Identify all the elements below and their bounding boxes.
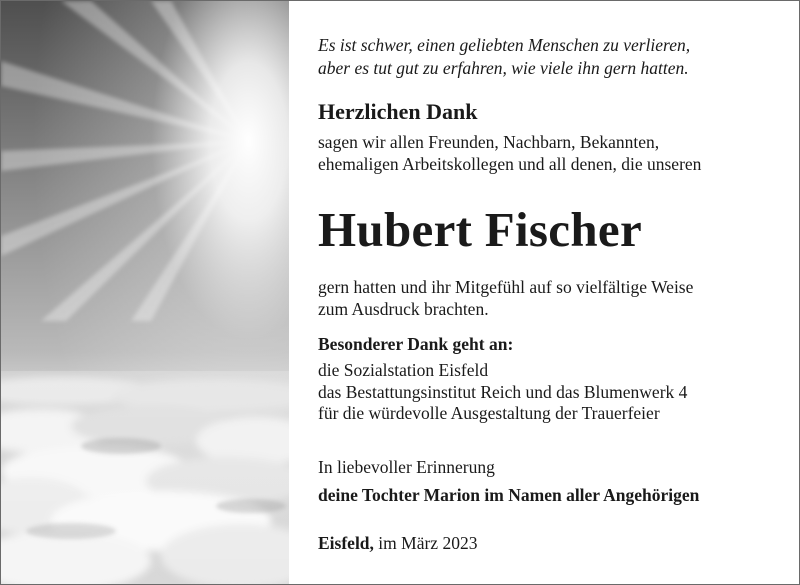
place-date-text: im März 2023 (373, 533, 478, 553)
special-thanks-line-1: die Sozialstation Eisfeld (318, 360, 489, 380)
quote-line-1: Es ist schwer, einen geliebten Menschen zu verlieren, (318, 35, 691, 55)
closing-line: In liebevoller Erinnerung (318, 457, 495, 477)
sky-clouds-photo (1, 1, 289, 585)
continuation-paragraph (318, 277, 693, 320)
notice-text (318, 1, 788, 585)
special-thanks-line-2: das Bestattungsinstitut Reich und das Blumenwerk 4 (318, 381, 688, 402)
special-thanks-heading: Besonderer Dank geht an: (318, 334, 514, 354)
signature-line: deine Tochter Marion im Namen aller Angehörigen (318, 485, 700, 505)
special-thanks-line-3: für die würdevolle Ausgestaltung der Trauerfeier (318, 403, 660, 423)
memorial-quote (318, 34, 690, 80)
deceased-name: Hubert Fischer (318, 202, 642, 257)
continuation-line-1: gern hatten und ihr Mitgefühl auf so vielfältige Weise (318, 277, 694, 297)
place-date (318, 533, 477, 554)
place-city: Eisfeld, (318, 533, 374, 553)
intro-line-1: sagen wir allen Freunden, Nachbarn, Bekannten, (318, 132, 660, 152)
special-thanks-list (318, 360, 687, 425)
thanks-heading: Herzlichen Dank (318, 99, 478, 124)
continuation-line-2: zum Ausdruck brachten. (318, 298, 489, 319)
intro-paragraph (318, 132, 701, 175)
quote-line-2: aber es tut gut zu erfahren, wie viele ihn gern hatten. (318, 58, 689, 78)
intro-line-2: ehemaligen Arbeitskollegen und all denen, die unseren (318, 153, 702, 174)
